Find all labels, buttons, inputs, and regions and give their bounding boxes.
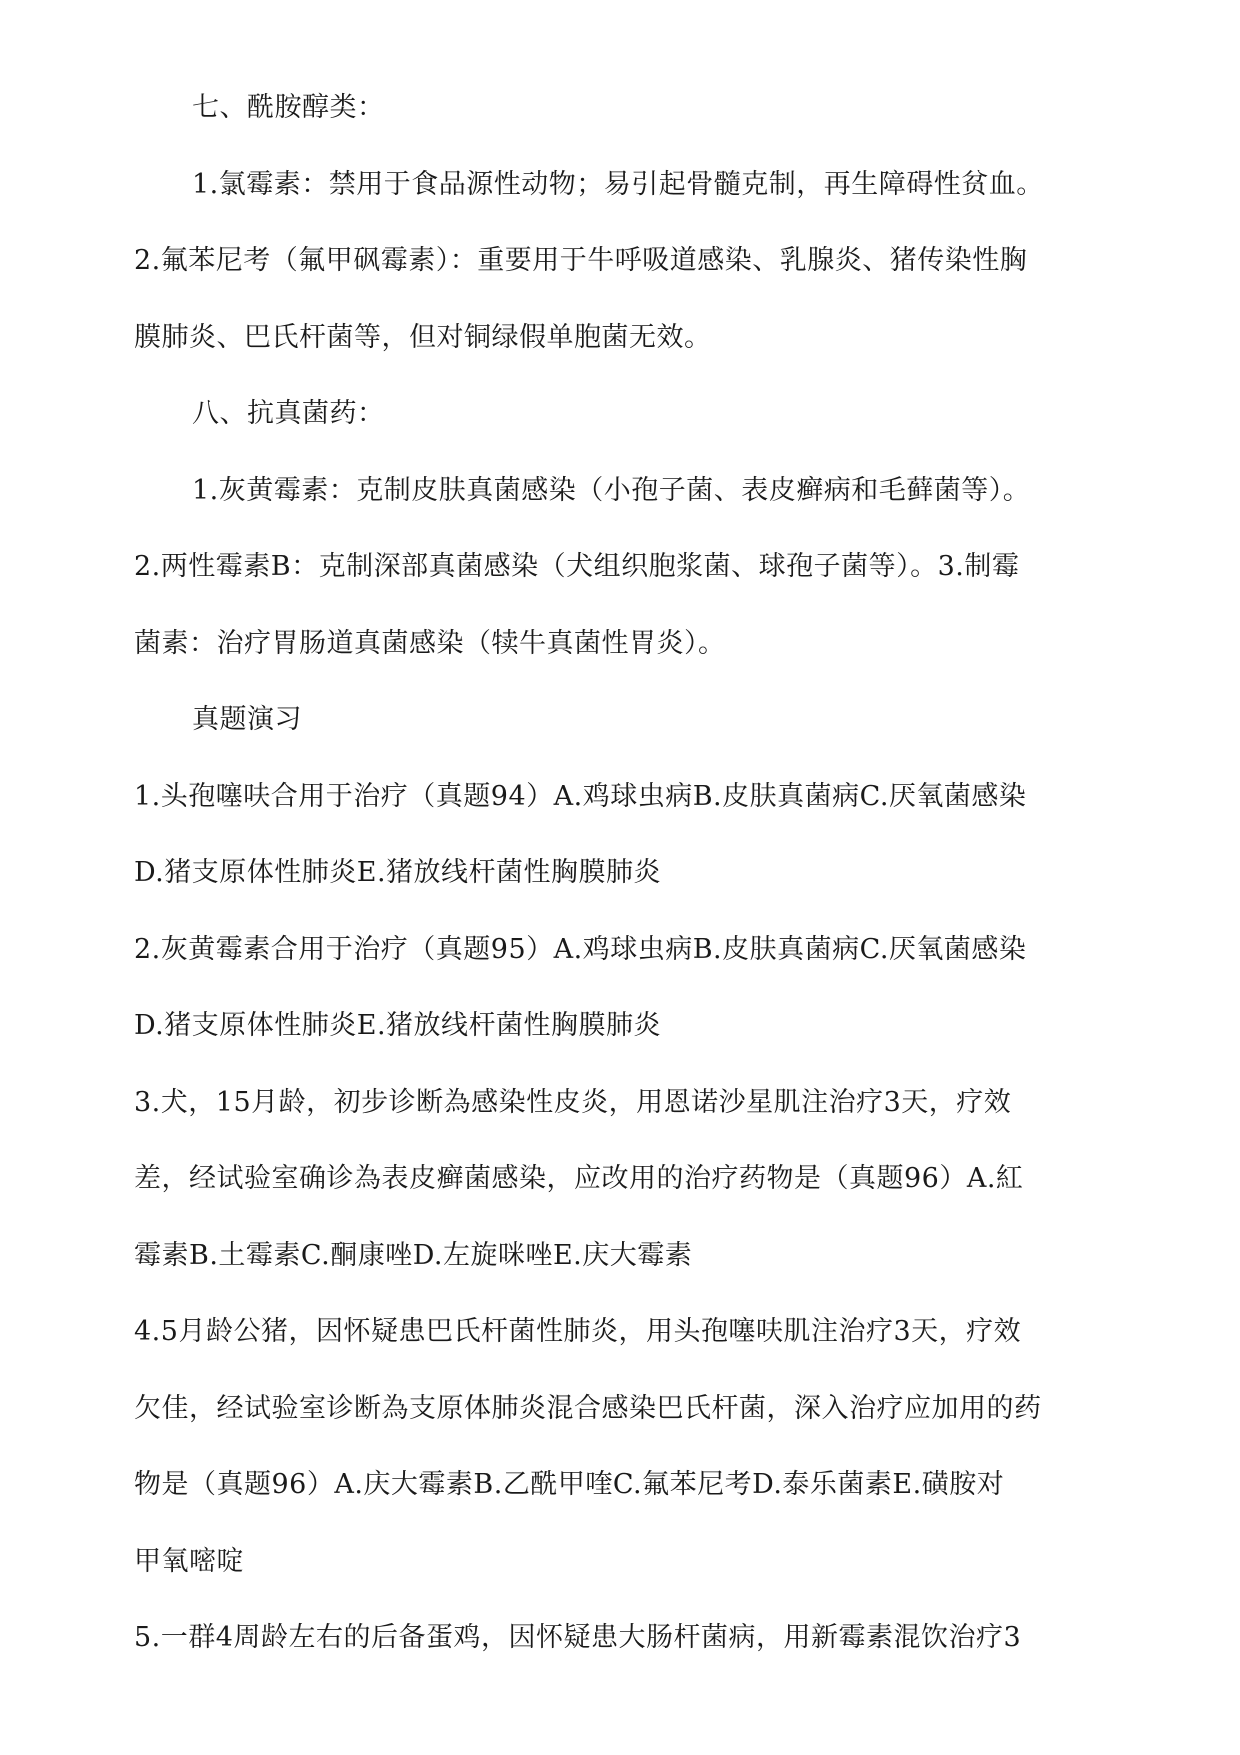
section-heading: 真题演习	[192, 704, 302, 735]
question-line: 差，经试验室确诊為表皮癣菌感染，应改用的治疗药物是（真题96）A.紅	[134, 1163, 1024, 1194]
question-line: 甲氧嘧啶	[134, 1545, 244, 1577]
paragraph-line: 菌素：治疗胃肠道真菌感染（犊牛真菌性胃炎）。	[134, 627, 726, 659]
section-heading: 七、酰胺醇类：	[192, 92, 385, 123]
paragraph-line: 2.两性霉素B：克制深部真菌感染（犬组织胞浆菌、球孢子菌等）。3.制霉	[134, 551, 1020, 582]
question-line: 2.灰黄霉素合用于治疗（真题95）A.鸡球虫病B.皮肤真菌病C.厌氧菌感染	[134, 933, 1027, 965]
question-line: D.猪支原体性肺炎E.猪放线杆菌性胸膜肺炎	[134, 857, 662, 888]
question-line: 4.5月龄公猪，因怀疑患巴氏杆菌性肺炎，用头孢噻呋肌注治疗3天，疗效	[134, 1316, 1022, 1347]
section-heading: 八、抗真菌药：	[192, 398, 385, 429]
question-line: 5.一群4周龄左右的后备蛋鸡，因怀疑患大肠杆菌病，用新霉素混饮治疗3	[134, 1622, 1022, 1653]
question-line: D.猪支原体性肺炎E.猪放线杆菌性胸膜肺炎	[134, 1010, 662, 1041]
paragraph-line: 2.氟苯尼考（氟甲砜霉素）：重要用于牛呼吸道感染、乳腺炎、猪传染性胸	[134, 245, 1028, 276]
question-line: 霉素B.土霉素C.酮康唑D.左旋咪唑E.庆大霉素	[134, 1239, 693, 1271]
paragraph-line: 1.灰黄霉素：克制皮肤真菌感染（小孢子菌、表皮癣病和毛藓菌等）。	[192, 474, 1031, 506]
paragraph-line: 1.氯霉素：禁用于食品源性动物；易引起骨髓克制，再生障碍性贫血。	[192, 168, 1044, 200]
document-page	[134, 70, 1094, 1677]
question-line: 欠佳，经试验室诊断為支原体肺炎混合感染巴氏杆菌，深入治疗应加用的药	[134, 1392, 1042, 1424]
question-line: 3.犬，15月龄，初步诊断為感染性皮炎，用恩诺沙星肌注治疗3天，疗效	[134, 1086, 1012, 1118]
question-line: 物是（真题96）A.庆大霉素B.乙酰甲喹C.氟苯尼考D.泰乐菌素E.磺胺对	[134, 1469, 1005, 1500]
question-line: 1.头孢噻呋合用于治疗（真题94）A.鸡球虫病B.皮肤真菌病C.厌氧菌感染	[134, 780, 1027, 812]
paragraph-line: 膜肺炎、巴氏杆菌等，但对铜绿假单胞菌无效。	[134, 321, 712, 353]
